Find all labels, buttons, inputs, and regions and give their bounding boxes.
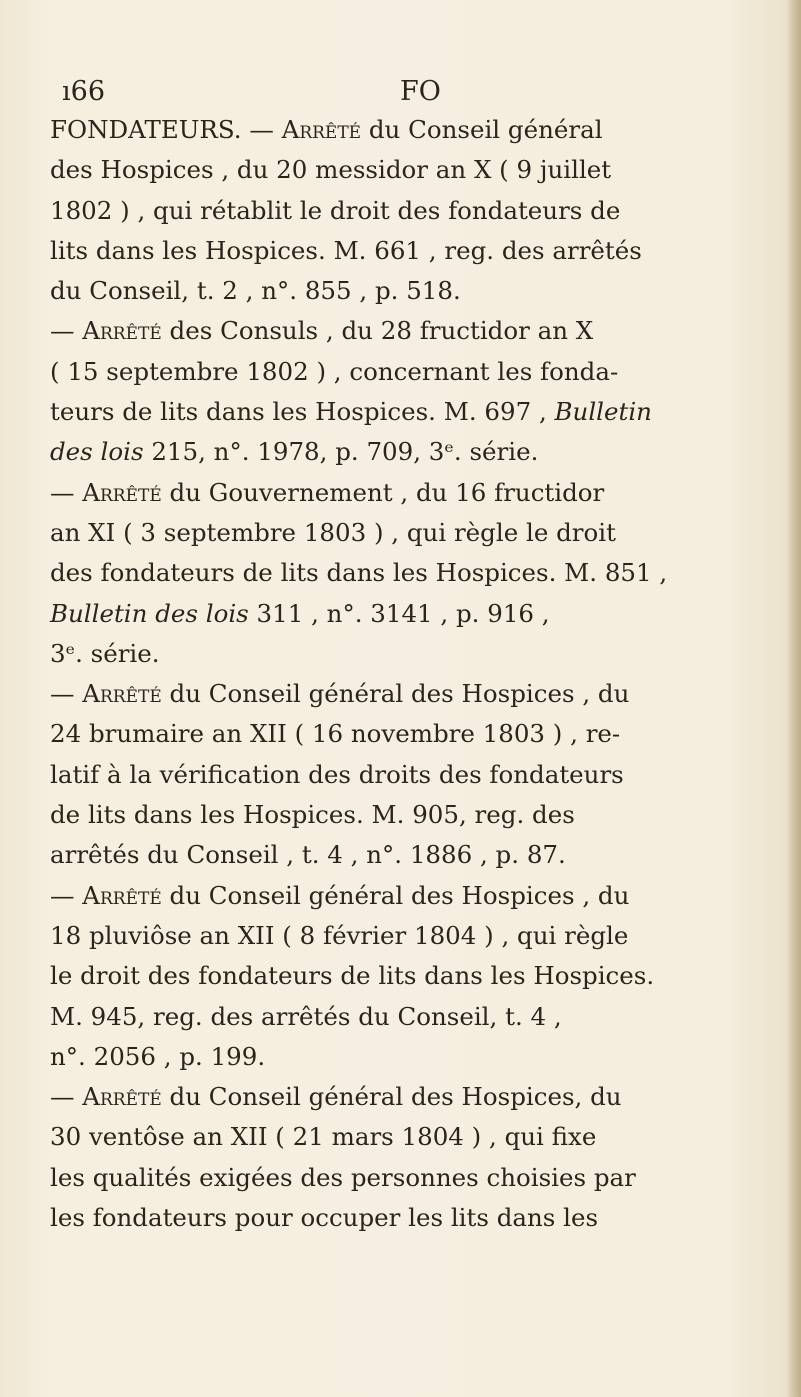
text-segment: du Conseil général [361, 115, 603, 144]
text-segment: 1802 ) , qui rétablit le droit des fondateurs de [50, 195, 621, 225]
text-line [50, 876, 765, 916]
entry-keyword: Arrêté [82, 880, 162, 910]
text-segment: FONDATEURS. — [50, 115, 282, 144]
text-segment: des Consuls , du 28 fructidor an X [161, 316, 594, 346]
text-segment: du Conseil général des Hospices, du [161, 1082, 622, 1112]
entry-keyword: Arrêté [82, 1082, 162, 1112]
page-header [62, 72, 722, 112]
text-segment: 24 brumaire an XII ( 16 novembre 1803 ) , re- [50, 719, 621, 749]
text-line [50, 835, 765, 875]
text-segment: 18 pluviôse an XII ( 8 février 1804 ) , qui règle [50, 920, 629, 950]
text-line [50, 110, 765, 150]
text-segment: M. 945, reg. des arrêtés du Conseil, t. 4 , [50, 1001, 562, 1031]
text-segment: arrêtés du Conseil , t. 4 , n°. 1886 , p. 87. [50, 840, 566, 870]
text-segment: — [50, 316, 83, 346]
text-line [50, 352, 765, 392]
text-segment: n°. 2056 , p. 199. [50, 1041, 266, 1071]
text-segment: les fondateurs pour occuper les lits dans les [50, 1203, 599, 1233]
text-segment: 3ᵉ. série. [50, 638, 160, 668]
text-line [50, 191, 765, 231]
text-segment: 30 ventôse an XII ( 21 mars 1804 ) , qui fixe [50, 1122, 597, 1152]
text-line [50, 1077, 765, 1117]
page-edge-shadow [787, 0, 801, 1397]
text-line [50, 594, 765, 634]
text-line [50, 755, 765, 795]
italic-citation: Bulletin des lois [50, 598, 249, 628]
text-line [50, 1198, 765, 1238]
text-segment: de lits dans les Hospices. M. 905, reg. des [50, 800, 575, 830]
text-line [50, 1158, 765, 1198]
text-line [50, 150, 765, 190]
text-segment: du Conseil, t. 2 , n°. 855 , p. 518. [50, 276, 461, 306]
entry-keyword: Arrêté [82, 316, 162, 346]
text-line [50, 714, 765, 754]
text-line [50, 271, 765, 311]
page-number: ı66 [62, 76, 105, 107]
text-line [50, 432, 765, 472]
text-segment: 311 , n°. 3141 , p. 916 , [248, 598, 550, 628]
running-head: FO [400, 76, 441, 107]
text-line [50, 795, 765, 835]
text-segment: — [50, 679, 83, 709]
text-segment: du Gouvernement , du 16 fructidor [161, 477, 605, 507]
entry-keyword: Arrêté [82, 477, 162, 507]
body-text [50, 110, 765, 1238]
text-segment: du Conseil général des Hospices , du [161, 679, 630, 709]
text-segment: 215, n°. 1978, p. 709, 3ᵉ. série. [143, 437, 539, 467]
text-line [50, 392, 765, 432]
text-line [50, 956, 765, 996]
text-segment: les qualités exigées des personnes choisies par [50, 1162, 636, 1192]
text-line [50, 674, 765, 714]
text-segment: le droit des fondateurs de lits dans les Hospices. [50, 961, 655, 991]
text-line [50, 473, 765, 513]
text-line [50, 513, 765, 553]
text-segment: des fondateurs de lits dans les Hospices. M. 851 , [50, 558, 668, 588]
entry-keyword: Arrêté [82, 679, 162, 709]
text-segment: — [50, 880, 83, 910]
text-line [50, 311, 765, 351]
text-line [50, 553, 765, 593]
text-segment: ( 15 septembre 1802 ) , concernant les fonda- [50, 356, 619, 386]
italic-citation: Bulletin [554, 397, 652, 427]
italic-citation: des lois [50, 437, 144, 467]
text-line [50, 916, 765, 956]
text-line [50, 1117, 765, 1157]
text-line [50, 634, 765, 674]
text-line [50, 1037, 765, 1077]
text-line [50, 997, 765, 1037]
entry-keyword: Arrêté [281, 115, 362, 144]
text-segment: — [50, 477, 83, 507]
text-segment: an XI ( 3 septembre 1803 ) , qui règle le droit [50, 517, 616, 547]
text-segment: des Hospices , du 20 messidor an X ( 9 juillet [50, 155, 612, 185]
text-segment: — [50, 1082, 83, 1112]
text-segment: du Conseil général des Hospices , du [161, 880, 630, 910]
text-segment: lits dans les Hospices. M. 661 , reg. des arrêtés [50, 235, 642, 265]
text-segment: latif à la vérification des droits des fondateurs [50, 759, 624, 789]
text-segment: teurs de lits dans les Hospices. M. 697 , [50, 397, 555, 427]
text-line [50, 231, 765, 271]
